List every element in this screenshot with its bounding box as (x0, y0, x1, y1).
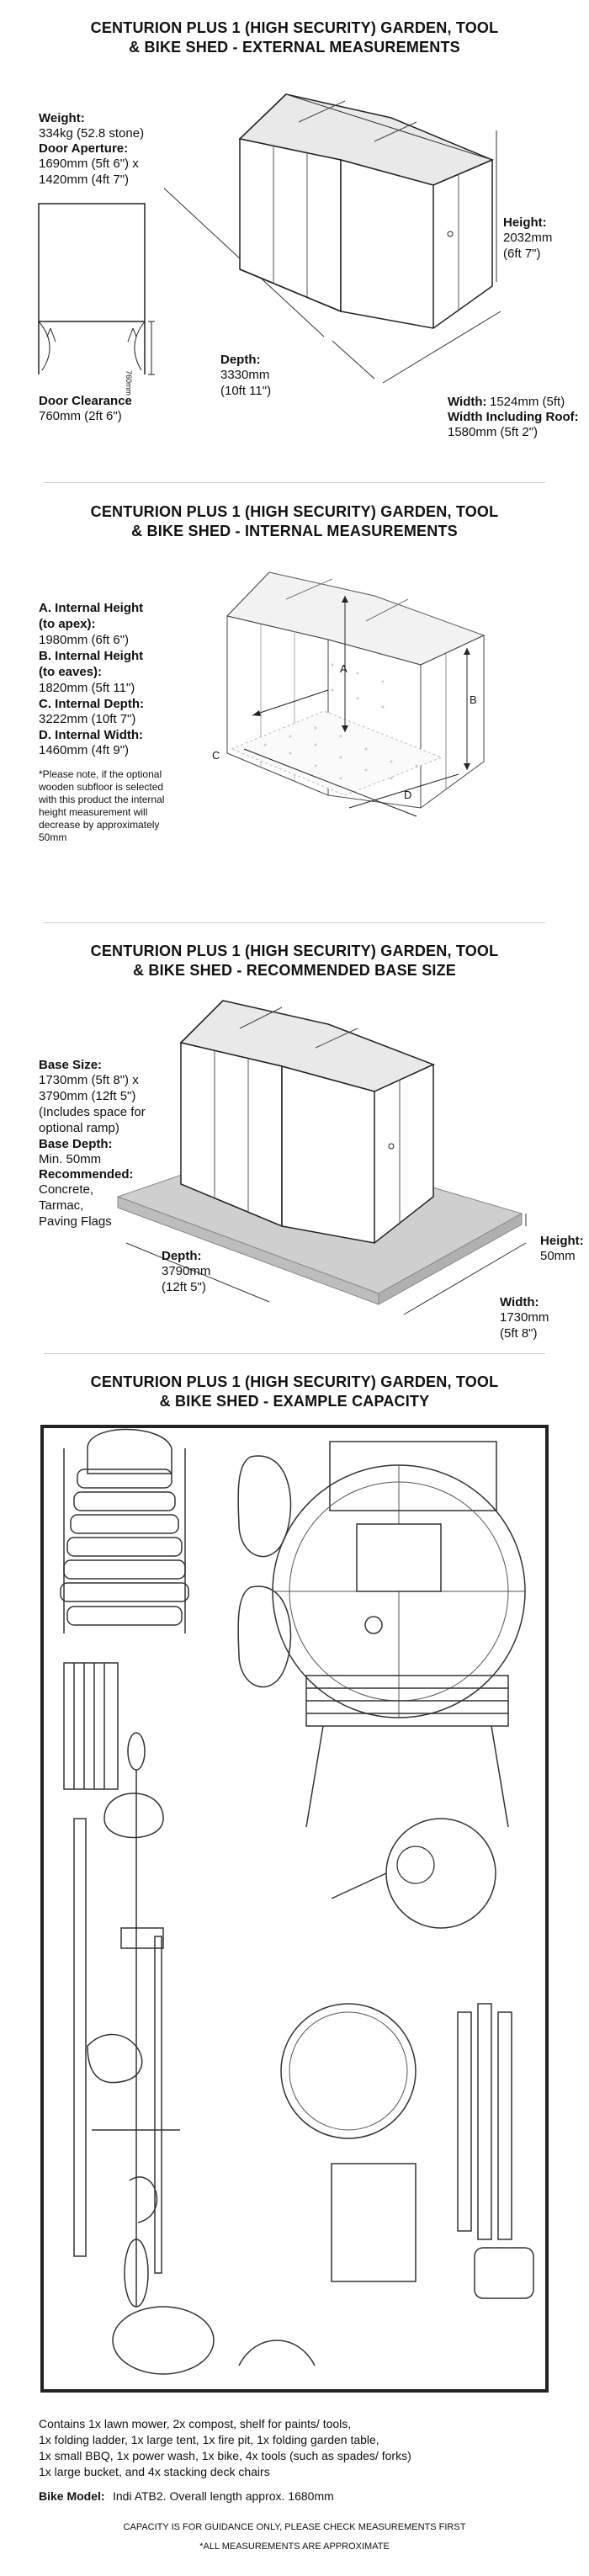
shed-internal-drawing (164, 564, 509, 875)
base-width-value: 1730mm (5ft 8") (500, 1310, 549, 1341)
approx-note: *ALL MEASUREMENTS ARE APPROXIMATE (199, 2541, 390, 2552)
base-height-label: Height: (540, 1234, 584, 1248)
shed-external-drawing (164, 84, 509, 421)
base-width-label: Width: (500, 1295, 539, 1309)
internal-b-value: 1820mm (5ft 11") (39, 681, 135, 695)
subfloor-note: *Please note, if the optional wooden subfloor is selected with this product the internal height measurement will decrease by approximately 50mm (39, 768, 165, 843)
base-height-value: 50mm (540, 1249, 576, 1263)
marker-c: C (212, 749, 220, 762)
weight-label: Weight: (39, 111, 85, 125)
marker-a: A (340, 662, 348, 675)
internal-title: CENTURION PLUS 1 (HIGH SECURITY) GARDEN, TOOL & BIKE SHED - INTERNAL MEASUREMENTS (90, 503, 499, 539)
height-label: Height: (503, 215, 547, 230)
internal-a-label: A. Internal Height (to apex): (39, 601, 144, 631)
guidance-note: CAPACITY IS FOR GUIDANCE ONLY, PLEASE CHECK MEASUREMENTS FIRST (123, 2522, 466, 2532)
door-clearance-value: 760mm (2ft 6") (39, 409, 122, 423)
marker-b: B (470, 693, 477, 706)
internal-d-label: D. Internal Width: (39, 728, 144, 742)
internal-c-value: 3222mm (10ft 7") (39, 712, 136, 726)
capacity-floorplan (37, 1423, 552, 2395)
base-depth-value: Min. 50mm (39, 1152, 102, 1166)
width-roof-label: Width Including Roof: (448, 410, 579, 424)
door-aperture-value: 1690mm (5ft 6") x 1420mm (4ft 7") (39, 157, 139, 187)
internal-c-label: C. Internal Depth: (39, 697, 145, 711)
external-title: CENTURION PLUS 1 (HIGH SECURITY) GARDEN, TOOL & BIKE SHED - EXTERNAL MEASUREMENTS (90, 19, 499, 56)
bike-model-label: Bike Model: (39, 2489, 105, 2503)
marker-d: D (404, 789, 412, 801)
external-section (0, 0, 589, 484)
width-value: 1524mm (5ft) (490, 395, 565, 409)
width-label: Width: (448, 395, 487, 409)
depth-label: Depth: (220, 353, 261, 367)
internal-b-label: B. Internal Height (to eaves): (39, 649, 144, 679)
internal-d-value: 1460mm (4ft 9") (39, 743, 130, 757)
internal-a-value: 1980mm (6ft 6") (39, 633, 130, 647)
base-size-label: Base Size: (39, 1058, 103, 1072)
internal-section (0, 484, 589, 923)
recommended-label: Recommended: (39, 1167, 134, 1182)
divider (44, 482, 545, 483)
width-roof-value: 1580mm (5ft 2") (448, 425, 539, 439)
height-value: 2032mm (6ft 7") (503, 231, 553, 261)
weight-value: 334kg (52.8 stone) (39, 126, 145, 141)
door-clearance-label: Door Clearance (39, 394, 132, 408)
bike-model-value: Indi ATB2. Overall length approx. 1680mm (113, 2489, 334, 2503)
door-clearance-diagram (34, 202, 160, 387)
capacity-title: CENTURION PLUS 1 (HIGH SECURITY) GARDEN, TOOL & BIKE SHED - EXAMPLE CAPACITY (90, 1373, 499, 1410)
base-depth-label: Base Depth: (39, 1137, 113, 1151)
base-section (0, 923, 589, 1354)
base-size-value: 1730mm (5ft 8") x 3790mm (12ft 5") (Includes space for optional ramp) (39, 1073, 146, 1135)
recommended-value: Concrete, Tarmac, Paving Flags (39, 1182, 112, 1229)
base-title: CENTURION PLUS 1 (HIGH SECURITY) GARDEN, TOOL & BIKE SHED - RECOMMENDED BASE SIZE (90, 943, 499, 979)
capacity-contents: Contains 1x lawn mower, 2x compost, shelf for paints/ tools, 1x folding ladder, 1x large tent, 1x fire pit, 1x folding garden table, 1x small BBQ, 1x power wash, 1x bike, 4x tools (such as spades/ forks) 1x large bucket, and 4x stacking deck chairs (39, 2417, 411, 2478)
door-aperture-label: Door Aperture: (39, 141, 129, 156)
base-depth-dim-label: Depth: (162, 1249, 202, 1263)
capacity-section (0, 1354, 589, 2576)
door-clearance-dim: 760mm (125, 370, 133, 396)
base-depth-dim-value: 3790mm (12ft 5") (162, 1264, 211, 1294)
depth-value: 3330mm (10ft 11") (220, 368, 272, 398)
